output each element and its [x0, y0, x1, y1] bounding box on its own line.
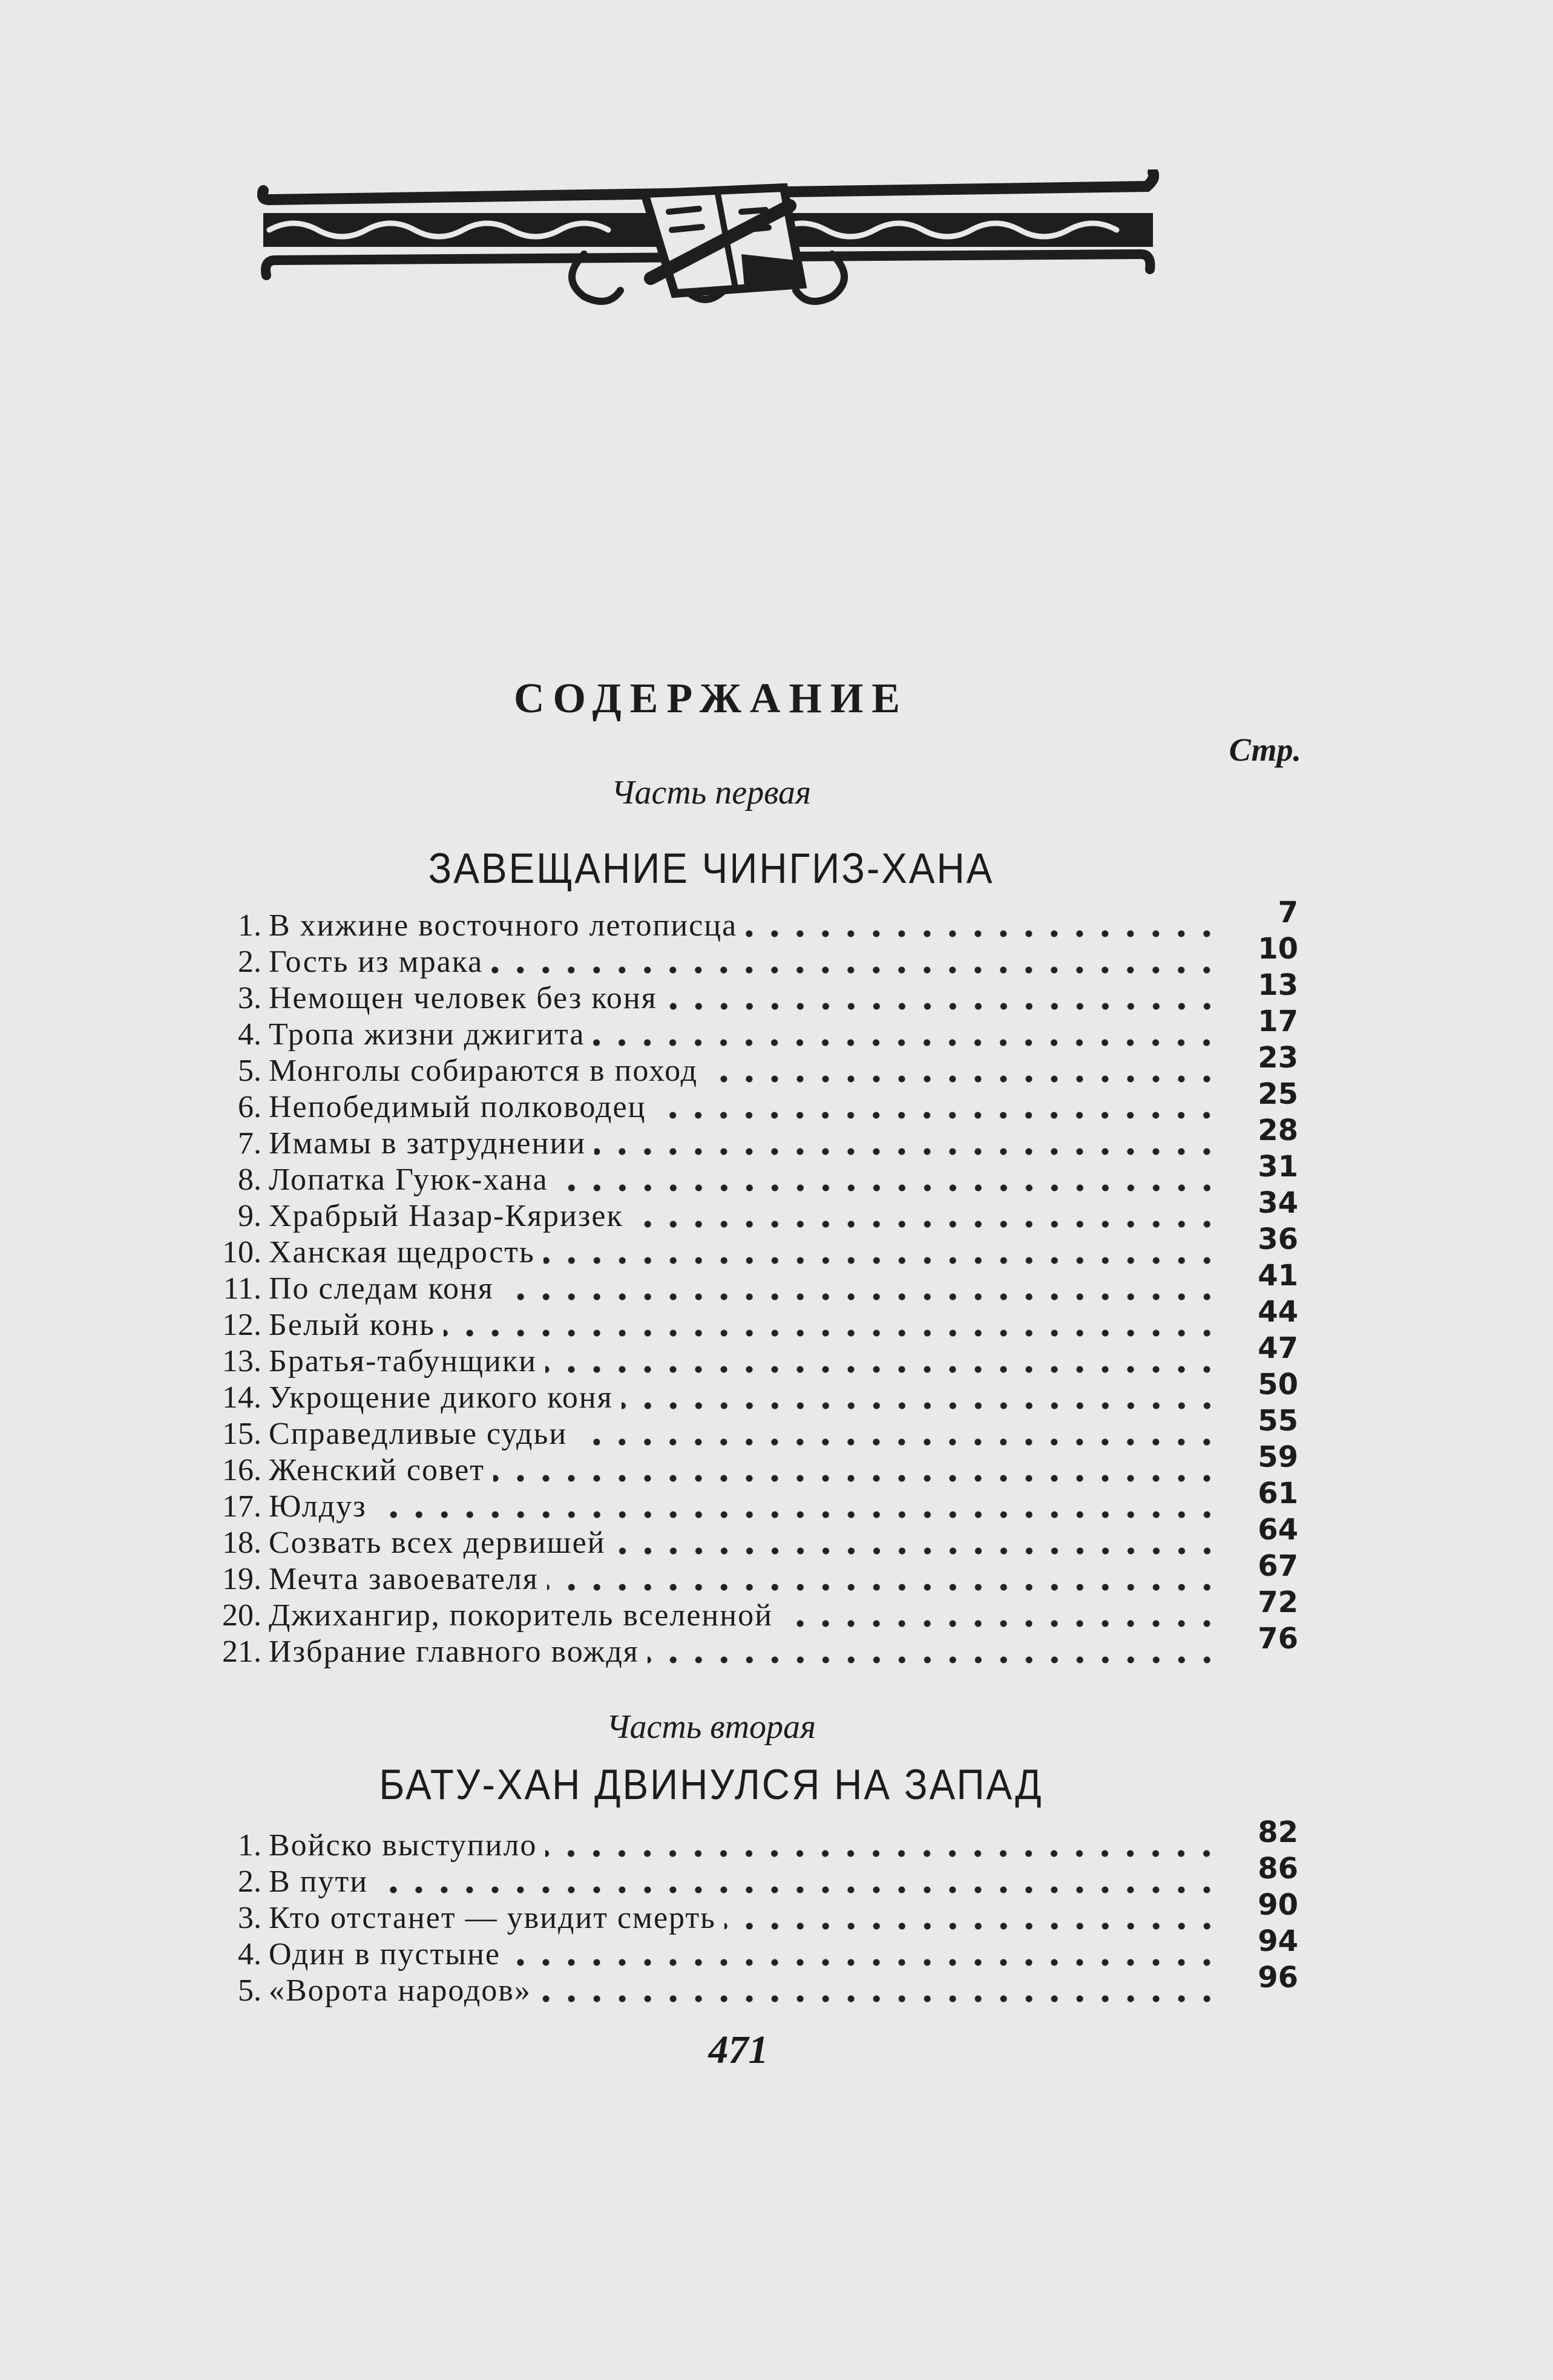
toc-entry [194, 1888, 1298, 1936]
dot-leader [746, 908, 1220, 944]
toc-title: СОДЕРЖАНИЕ [513, 675, 908, 722]
chapter-title: В пути [269, 1864, 369, 1899]
chapter-page: 86 [1258, 1852, 1298, 1886]
chapter-page: 7 [1278, 896, 1298, 929]
toc-entry [194, 1005, 1298, 1053]
toc-entry [194, 1924, 1298, 1973]
toc-entry [194, 1113, 1298, 1162]
dot-leader [594, 1126, 1220, 1162]
dot-leader [444, 1307, 1220, 1343]
dot-leader [375, 1489, 1220, 1525]
dot-leader [545, 1343, 1220, 1380]
chapter-title: Братья-табунщики [269, 1344, 537, 1378]
chapter-title: По следам коня [269, 1271, 494, 1306]
chapter-number: 4. [238, 1937, 261, 1972]
chapter-number: 1. [238, 1828, 261, 1863]
toc-entry [194, 1440, 1298, 1489]
dot-leader [547, 1561, 1220, 1598]
part-title: БАТУ-ХАН ДВИНУЛСЯ НА ЗАПАД [379, 1760, 1043, 1809]
chapter-title: Женский совет [269, 1453, 485, 1487]
chapter-page: 44 [1258, 1295, 1298, 1329]
chapter-page: 34 [1258, 1186, 1298, 1220]
dot-leader [502, 1271, 1220, 1307]
toc-entry [194, 1477, 1298, 1525]
chapter-number: 15. [222, 1417, 261, 1451]
chapter-number: 19. [222, 1562, 261, 1596]
toc-entry [194, 1041, 1298, 1089]
toc-entry [194, 1259, 1298, 1307]
chapter-page: 96 [1258, 1961, 1298, 1995]
dot-leader [781, 1598, 1220, 1634]
dot-leader [576, 1416, 1220, 1452]
chapter-title: Кто отстанет — увидит смерть [269, 1901, 716, 1935]
chapter-title: «Ворота народов» [269, 1973, 531, 2008]
toc-entry [194, 1368, 1298, 1416]
chapter-title: Джихангир, покоритель вселенной [269, 1598, 773, 1633]
toc-entry [194, 1295, 1298, 1343]
chapter-title: Избрание главного вождя [269, 1634, 639, 1669]
dot-leader [724, 1900, 1220, 1936]
chapter-title: Непобедимый полководец [269, 1090, 646, 1124]
toc-entry [194, 1404, 1298, 1452]
chapter-number: 11. [223, 1271, 261, 1306]
chapter-number: 17. [222, 1489, 261, 1524]
toc-entry [194, 1549, 1298, 1598]
page-column-label: Стр. [1229, 732, 1301, 768]
chapter-title: Войско выступило [269, 1828, 537, 1863]
chapter-page: 25 [1258, 1077, 1298, 1111]
chapter-number: 5. [238, 1973, 261, 2008]
toc-entry [194, 1622, 1298, 1670]
toc-entry [194, 1150, 1298, 1198]
chapter-title: Один в пустыне [269, 1937, 501, 1972]
chapter-number: 18. [222, 1526, 261, 1560]
dot-leader [706, 1053, 1220, 1089]
part-label: Часть первая [611, 774, 812, 811]
chapter-list [194, 896, 1298, 1670]
part-label: Часть вторая [606, 1708, 816, 1746]
chapter-title: Созвать всех дервишей [269, 1526, 606, 1560]
part-title: ЗАВЕЩАНИЕ ЧИНГИЗ-ХАНА [428, 844, 994, 893]
chapter-page: 41 [1258, 1259, 1298, 1293]
dot-leader [654, 1089, 1220, 1126]
toc-entry [194, 968, 1298, 1017]
chapter-page: 36 [1258, 1222, 1298, 1256]
dot-leader [491, 944, 1220, 980]
dot-leader [557, 1162, 1220, 1198]
toc-entry [194, 1513, 1298, 1561]
toc-entry [194, 1961, 1298, 2009]
chapter-page: 76 [1258, 1622, 1298, 1656]
chapter-title: Белый конь [269, 1308, 435, 1342]
chapter-page: 94 [1258, 1924, 1298, 1958]
toc-entry [194, 1186, 1298, 1234]
chapter-title: Имамы в затруднении [269, 1126, 586, 1161]
chapter-title: Мечта завоевателя [269, 1562, 539, 1596]
chapter-number: 21. [222, 1634, 261, 1669]
chapter-page: 47 [1258, 1331, 1298, 1365]
dot-leader [545, 1828, 1220, 1864]
chapter-title: Ханская щедрость [269, 1235, 535, 1270]
chapter-page: 50 [1258, 1368, 1298, 1401]
dot-leader [614, 1525, 1220, 1561]
chapter-number: 7. [238, 1126, 261, 1161]
chapter-page: 59 [1258, 1440, 1298, 1474]
dot-leader [493, 1452, 1220, 1489]
chapter-page: 67 [1258, 1549, 1298, 1583]
dot-leader [622, 1380, 1220, 1416]
chapter-title: Монголы собираются в поход [269, 1054, 698, 1088]
toc-entry [194, 1222, 1298, 1271]
dot-leader [632, 1198, 1220, 1234]
toc-entry [194, 1585, 1298, 1634]
toc-entry [194, 1852, 1298, 1900]
open-book-ornament-icon [257, 169, 1159, 309]
chapter-page: 13 [1258, 968, 1298, 1002]
chapter-title: Справедливые судьи [269, 1417, 568, 1451]
chapter-number: 2. [238, 1864, 261, 1899]
chapter-title: В хижине восточного летописца [269, 908, 738, 943]
chapter-number: 3. [238, 981, 261, 1015]
chapter-title: Лопатка Гуюк-хана [269, 1162, 548, 1197]
chapter-number: 3. [238, 1901, 261, 1935]
chapter-page: 82 [1258, 1815, 1298, 1849]
dot-leader [540, 1973, 1220, 2009]
toc-entry [194, 1331, 1298, 1380]
chapter-page: 90 [1258, 1888, 1298, 1922]
chapter-list [194, 1815, 1298, 2009]
toc-entry [194, 896, 1298, 944]
dot-leader [593, 1017, 1220, 1053]
toc-entry [194, 1077, 1298, 1126]
chapter-number: 9. [238, 1199, 261, 1233]
dot-leader [509, 1936, 1220, 1973]
chapter-title: Укрощение дикого коня [269, 1380, 613, 1415]
page-number: 471 [708, 2028, 769, 2072]
chapter-number: 14. [222, 1380, 261, 1415]
chapter-number: 10. [222, 1235, 261, 1270]
dot-leader [648, 1634, 1220, 1670]
chapter-title: Тропа жизни джигита [269, 1017, 585, 1052]
chapter-number: 13. [222, 1344, 261, 1378]
chapter-number: 12. [222, 1308, 261, 1342]
chapter-number: 8. [238, 1162, 261, 1197]
chapter-number: 16. [222, 1453, 261, 1487]
chapter-page: 23 [1258, 1041, 1298, 1075]
dot-leader [666, 980, 1220, 1017]
dot-leader [376, 1864, 1220, 1900]
chapter-number: 2. [238, 945, 261, 979]
toc-entry [194, 1815, 1298, 1864]
chapter-title: Храбрый Назар-Кяризек [269, 1199, 623, 1233]
chapter-page: 31 [1258, 1150, 1298, 1184]
toc-entry [194, 932, 1298, 980]
chapter-title: Немощен человек без коня [269, 981, 657, 1015]
chapter-page: 64 [1258, 1513, 1298, 1547]
chapter-page: 28 [1258, 1113, 1298, 1147]
chapter-page: 55 [1258, 1404, 1298, 1438]
chapter-page: 61 [1258, 1477, 1298, 1510]
dot-leader [543, 1234, 1220, 1271]
chapter-title: Гость из мрака [269, 945, 484, 979]
chapter-number: 4. [238, 1017, 261, 1052]
chapter-page: 10 [1258, 932, 1298, 966]
chapter-number: 6. [238, 1090, 261, 1124]
chapter-number: 20. [222, 1598, 261, 1633]
chapter-number: 1. [238, 908, 261, 943]
chapter-page: 17 [1258, 1005, 1298, 1038]
chapter-number: 5. [238, 1054, 261, 1088]
chapter-title: Юлдуз [269, 1489, 367, 1524]
chapter-page: 72 [1258, 1585, 1298, 1619]
